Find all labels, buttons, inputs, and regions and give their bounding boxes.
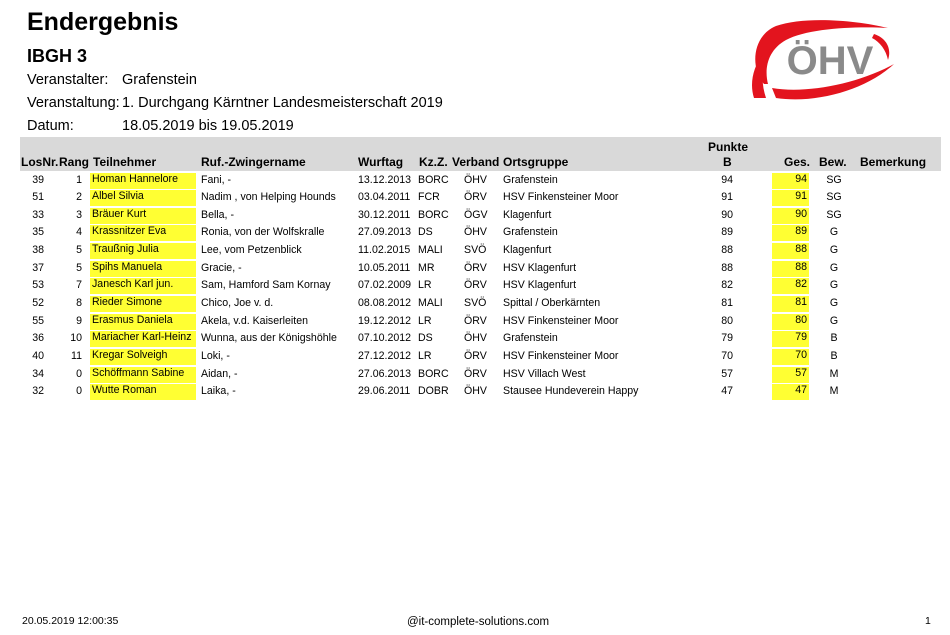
cell-kz: DOBR [418, 385, 449, 398]
cell-ges: 91 [772, 190, 809, 206]
cell-ortsgruppe: HSV Finkensteiner Moor [503, 350, 619, 362]
cell-rang: 2 [76, 191, 82, 204]
cell-ortsgruppe: Grafenstein [503, 226, 558, 239]
cell-kz: LR [418, 279, 432, 292]
cell-hund: Laika, - [201, 385, 236, 398]
cell-ges: 82 [772, 278, 809, 294]
cell-hund: Gracie, - [201, 261, 242, 274]
cell-bew: G [829, 244, 839, 257]
date-value: 18.05.2019 bis 19.05.2019 [122, 118, 294, 134]
cell-rang: 8 [76, 297, 82, 310]
cell-ges: 80 [772, 314, 809, 330]
col-losnr: LosNr. [21, 155, 59, 169]
cell-b: 79 [721, 332, 733, 345]
cell-rang: 9 [76, 314, 82, 327]
cell-rang: 0 [76, 385, 82, 398]
cell-losnr: 39 [32, 173, 44, 186]
col-hund: Ruf.-Zwingername [201, 155, 306, 169]
cell-hund: Lee, vom Petzenblick [201, 244, 302, 257]
cell-verband: ÖHV [464, 173, 487, 186]
cell-ortsgruppe: HSV Villach West [503, 367, 586, 380]
cell-bew: M [829, 385, 839, 398]
table-row [0, 383, 950, 401]
cell-bew: SG [826, 208, 842, 221]
event-value: 1. Durchgang Kärntner Landesmeisterschaft 2019 [122, 95, 443, 111]
col-rang: Rang [59, 155, 89, 169]
cell-ges: 88 [772, 261, 809, 277]
cell-b: 47 [721, 385, 733, 398]
cell-verband: ÖRV [464, 191, 487, 204]
cell-hund: Nadim , von Helping Hounds [201, 191, 336, 204]
table-row [0, 366, 950, 384]
cell-losnr: 32 [32, 385, 44, 398]
cell-bew: B [830, 332, 838, 345]
col-kz: Kz.Z. [419, 155, 448, 169]
cell-ges: 89 [772, 225, 809, 241]
cell-wurftag: 27.06.2013 [358, 367, 412, 380]
cell-hund: Loki, - [201, 350, 230, 362]
cell-rang: 3 [76, 208, 82, 221]
cell-bew: M [829, 367, 839, 380]
col-punkte: Punkte [708, 140, 749, 154]
ohv-logo [746, 14, 896, 102]
cell-losnr: 37 [32, 261, 44, 274]
cell-ortsgruppe: Klagenfurt [503, 244, 552, 257]
cell-ortsgruppe: HSV Klagenfurt [503, 279, 577, 292]
cell-hund: Wunna, aus der Königshöhle [201, 332, 337, 345]
cell-b: 81 [721, 297, 733, 310]
cell-wurftag: 27.12.2012 [358, 350, 412, 362]
cell-ges: 90 [772, 208, 809, 224]
cell-rang: 5 [76, 244, 82, 257]
footer-credit: @it-complete-solutions.com [407, 616, 550, 628]
cell-kz: LR [418, 314, 432, 327]
cell-rang: 5 [76, 261, 82, 274]
cell-verband: SVÖ [464, 297, 487, 310]
cell-teilnehmer: Spihs Manuela [90, 261, 196, 277]
cell-ges: 79 [772, 331, 809, 347]
cell-ortsgruppe: Grafenstein [503, 173, 558, 186]
cell-losnr: 52 [32, 297, 44, 310]
cell-hund: Aidan, - [201, 367, 238, 380]
cell-kz: FCR [418, 191, 440, 204]
cell-ges: 47 [772, 384, 809, 400]
cell-losnr: 35 [32, 226, 44, 239]
table-row [0, 207, 950, 225]
cell-wurftag: 11.02.2015 [358, 244, 411, 257]
cell-bew: G [829, 297, 839, 310]
cell-verband: ÖGV [464, 208, 488, 221]
cell-verband: ÖRV [464, 367, 487, 380]
cell-rang: 7 [76, 279, 82, 292]
cell-losnr: 33 [32, 208, 44, 221]
cell-bew: SG [826, 173, 842, 186]
cell-kz: MALI [418, 297, 443, 310]
date-label: Datum: [27, 118, 74, 134]
cell-hund: Sam, Hamford Sam Kornay [201, 279, 331, 292]
cell-rang: 1 [76, 173, 82, 186]
cell-b: 94 [721, 173, 733, 186]
cell-teilnehmer: Mariacher Karl-Heinz [90, 331, 196, 347]
cell-losnr: 53 [32, 279, 44, 292]
cell-b: 57 [721, 367, 733, 380]
cell-rang: 11 [71, 350, 82, 362]
table-row [0, 224, 950, 242]
cell-b: 88 [721, 244, 733, 257]
cell-wurftag: 03.04.2011 [358, 191, 411, 204]
cell-kz: MR [418, 261, 435, 274]
cell-kz: MALI [418, 244, 443, 257]
cell-teilnehmer: Krassnitzer Eva [90, 225, 196, 241]
ohv-logo-graphic [746, 14, 896, 102]
class-subtitle: IBGH 3 [27, 46, 88, 66]
cell-teilnehmer: Homan Hannelore [90, 173, 196, 189]
cell-rang: 10 [70, 332, 82, 345]
table-row [0, 242, 950, 260]
cell-wurftag: 07.02.2009 [358, 279, 412, 292]
cell-losnr: 55 [32, 314, 44, 327]
cell-hund: Akela, v.d. Kaiserleiten [201, 314, 308, 327]
cell-rang: 4 [76, 226, 82, 239]
cell-bew: B [830, 350, 838, 362]
cell-b: 88 [721, 261, 733, 274]
cell-ges: 81 [772, 296, 809, 312]
cell-b: 80 [721, 314, 733, 327]
cell-ges: 70 [772, 349, 809, 365]
cell-bew: G [829, 261, 839, 274]
col-punkte-b: B [723, 155, 732, 169]
cell-ges: 57 [772, 367, 809, 383]
table-row [0, 313, 950, 331]
cell-bew: SG [826, 191, 842, 204]
footer-page-number: 1 [925, 615, 931, 627]
organizer-value: Grafenstein [122, 72, 197, 88]
cell-verband: ÖRV [464, 261, 487, 274]
table-row [0, 189, 950, 207]
cell-b: 90 [721, 208, 733, 221]
cell-losnr: 51 [32, 191, 44, 204]
col-ges: Ges. [784, 155, 811, 169]
cell-ges: 88 [772, 243, 809, 259]
cell-verband: SVÖ [464, 244, 487, 257]
cell-ges: 94 [772, 173, 809, 189]
cell-ortsgruppe: Klagenfurt [503, 208, 552, 221]
cell-teilnehmer: Kregar Solveigh [90, 349, 196, 365]
logo-text: ÖHV [786, 39, 874, 83]
cell-kz: DS [418, 332, 433, 345]
cell-losnr: 34 [32, 367, 44, 380]
cell-teilnehmer: Janesch Karl jun. [90, 278, 196, 294]
organizer-label: Veranstalter: [27, 72, 109, 88]
cell-verband: ÖRV [464, 350, 487, 362]
cell-wurftag: 19.12.2012 [358, 314, 412, 327]
cell-b: 91 [721, 191, 733, 204]
table-row [0, 348, 950, 366]
cell-ortsgruppe: HSV Finkensteiner Moor [503, 314, 619, 327]
table-row [0, 295, 950, 313]
cell-wurftag: 29.06.2011 [358, 385, 411, 398]
cell-losnr: 36 [32, 332, 44, 345]
cell-ortsgruppe: Stausee Hundeverein Happy [503, 385, 639, 398]
col-bemerkung: Bemerkung [860, 155, 927, 169]
cell-hund: Fani, - [201, 173, 232, 186]
cell-teilnehmer: Erasmus Daniela [90, 314, 196, 330]
cell-wurftag: 07.10.2012 [358, 332, 412, 345]
table-row [0, 260, 950, 278]
event-label: Veranstaltung: [27, 95, 120, 111]
cell-teilnehmer: Wutte Roman [90, 384, 196, 400]
cell-verband: ÖHV [464, 332, 487, 345]
cell-kz: BORC [418, 367, 449, 380]
cell-kz: LR [418, 350, 432, 362]
page-title: Endergebnis [27, 8, 179, 36]
cell-ortsgruppe: HSV Finkensteiner Moor [503, 191, 619, 204]
cell-wurftag: 13.12.2013 [358, 173, 412, 186]
cell-kz: DS [418, 226, 433, 239]
cell-wurftag: 08.08.2012 [358, 297, 412, 310]
cell-b: 89 [721, 226, 733, 239]
footer-timestamp: 20.05.2019 12:00:35 [22, 615, 119, 627]
cell-wurftag: 27.09.2013 [358, 226, 412, 239]
cell-hund: Bella, - [201, 208, 234, 221]
col-bew: Bew. [819, 155, 847, 169]
cell-verband: ÖHV [464, 226, 487, 239]
cell-teilnehmer: Traußnig Julia [90, 243, 196, 259]
cell-ortsgruppe: HSV Klagenfurt [503, 261, 577, 274]
cell-bew: G [829, 314, 839, 327]
cell-verband: ÖHV [464, 385, 487, 398]
cell-hund: Ronia, von der Wolfskralle [201, 226, 325, 239]
cell-losnr: 40 [32, 350, 44, 362]
table-row [0, 277, 950, 295]
table-row [0, 330, 950, 348]
cell-verband: ÖRV [464, 279, 487, 292]
cell-teilnehmer: Bräuer Kurt [90, 208, 196, 224]
col-verband: Verband [452, 155, 500, 169]
cell-hund: Chico, Joe v. d. [201, 297, 274, 310]
cell-teilnehmer: Albel Silvia [90, 190, 196, 206]
cell-wurftag: 10.05.2011 [358, 261, 411, 274]
col-teilnehmer: Teilnehmer [93, 155, 157, 169]
cell-verband: ÖRV [464, 314, 487, 327]
col-ortsgruppe: Ortsgruppe [503, 155, 569, 169]
cell-bew: G [829, 279, 839, 292]
cell-ortsgruppe: Spittal / Oberkärnten [503, 297, 601, 310]
cell-losnr: 38 [32, 244, 44, 257]
cell-ortsgruppe: Grafenstein [503, 332, 558, 345]
cell-rang: 0 [76, 367, 82, 380]
cell-wurftag: 30.12.2011 [358, 208, 411, 221]
cell-kz: BORC [418, 208, 449, 221]
cell-b: 82 [721, 279, 733, 292]
col-wurftag: Wurftag [358, 155, 404, 169]
table-row [0, 172, 950, 190]
cell-b: 70 [721, 350, 733, 362]
cell-teilnehmer: Rieder Simone [90, 296, 196, 312]
cell-kz: BORC [418, 173, 449, 186]
cell-teilnehmer: Schöffmann Sabine [90, 367, 196, 383]
cell-bew: G [829, 226, 839, 239]
